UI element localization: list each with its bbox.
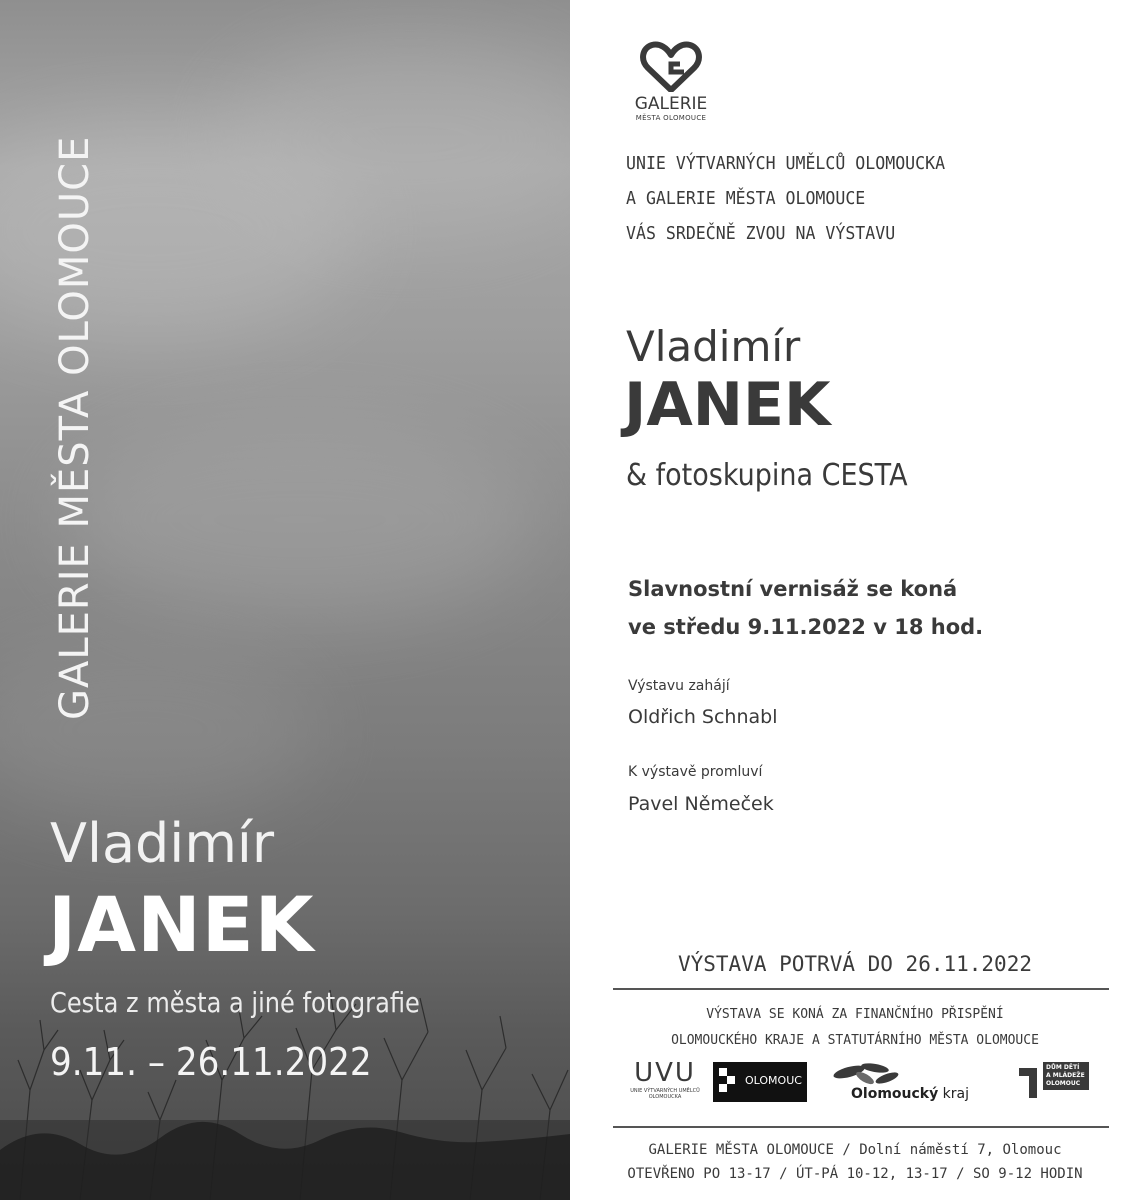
left-exhibition-subtitle: Cesta z města a jiné fotografie <box>50 986 420 1019</box>
opening-info <box>628 570 983 646</box>
left-artist-surname: JANEK <box>48 880 315 969</box>
kraj-logo-rest: kraj <box>938 1086 970 1102</box>
partner-logos <box>613 1058 1109 1118</box>
ddm-mark-icon <box>1017 1064 1041 1100</box>
olomouc-logo-text: OLOMOUC <box>745 1074 802 1087</box>
leaves-icon <box>829 1058 909 1088</box>
invitation-panel <box>570 0 1140 1200</box>
funding-line: VÝSTAVA SE KONÁ ZA FINANČNÍHO PŘISPĚNÍ <box>706 1007 1004 1022</box>
kraj-logo-text <box>851 1086 969 1102</box>
opening-hours: OTEVŘENO PO 13-17 / ÚT-PÁ 10-12, 13-17 / SO 9-12 HODIN <box>627 1166 1083 1182</box>
invitation-text <box>626 146 945 251</box>
olomouc-mark-icon <box>713 1062 741 1102</box>
artist-surname: JANEK <box>624 370 831 440</box>
ddm-text-line: OLOMOUC <box>1046 1080 1081 1087</box>
opening-line: Slavnostní vernisáž se koná <box>628 577 958 601</box>
invitation-line: A GALERIE MĚSTA OLOMOUCE <box>626 188 866 209</box>
left-exhibition-dates: 9.11. – 26.11.2022 <box>50 1040 372 1084</box>
funding-line: OLOMOUCKÉHO KRAJE A STATUTÁRNÍHO MĚSTA OLOMOUCE <box>671 1033 1039 1048</box>
invitation-line: UNIE VÝTVARNÝCH UMĚLCŮ OLOMOUCKA <box>626 153 946 174</box>
ddm-text-line: DŮM DĚTÍ <box>1046 1064 1080 1071</box>
vertical-gallery-title: GALERIE MĚSTA OLOMOUCE <box>52 135 98 720</box>
kraj-logo-bold: Olomoucký <box>851 1086 939 1102</box>
address-line: GALERIE MĚSTA OLOMOUCE / Dolní náměstí 7, Olomouc <box>648 1142 1062 1158</box>
speaker-name: Pavel Němeček <box>628 793 774 815</box>
opening-line: ve středu 9.11.2022 v 18 hod. <box>628 615 984 639</box>
photo-group: & fotoskupina CESTA <box>626 458 908 493</box>
uvu-logo-text: UNIE VÝTVARNÝCH UMĚLCŮ <box>630 1088 700 1094</box>
opener-label: Výstavu zahájí <box>628 678 730 694</box>
divider <box>613 1126 1109 1128</box>
uvu-logo <box>627 1058 703 1100</box>
uvu-logo-text: OLOMOUCKA <box>648 1094 682 1100</box>
heart-g-icon <box>640 40 702 92</box>
olomoucky-kraj-logo <box>829 1058 989 1108</box>
olomouc-city-logo <box>713 1062 807 1102</box>
artist-first-name: Vladimír <box>626 322 801 371</box>
invitation-line: VÁS SRDEČNĚ ZVOU NA VÝSTAVU <box>626 223 896 244</box>
exhibition-duration: VÝSTAVA POTRVÁ DO 26.11.2022 <box>677 952 1032 976</box>
gallery-address <box>570 1138 1140 1186</box>
gallery-logo <box>626 40 716 122</box>
opener-name: Oldřich Schnabl <box>628 706 778 728</box>
uvu-logo-mark: UVU <box>634 1058 696 1088</box>
logo-name: GALERIE <box>634 94 708 114</box>
funding-note <box>570 1002 1140 1054</box>
left-artist-first-name: Vladimír <box>50 812 275 875</box>
ddm-logo <box>1017 1062 1097 1102</box>
ddm-logo-text <box>1043 1062 1089 1090</box>
logo-subtitle: MĚSTA OLOMOUCE <box>635 114 707 122</box>
divider <box>613 988 1109 990</box>
speaker-label: K výstavě promluví <box>628 764 763 780</box>
ddm-text-line: A MLÁDEŽE <box>1046 1072 1085 1079</box>
